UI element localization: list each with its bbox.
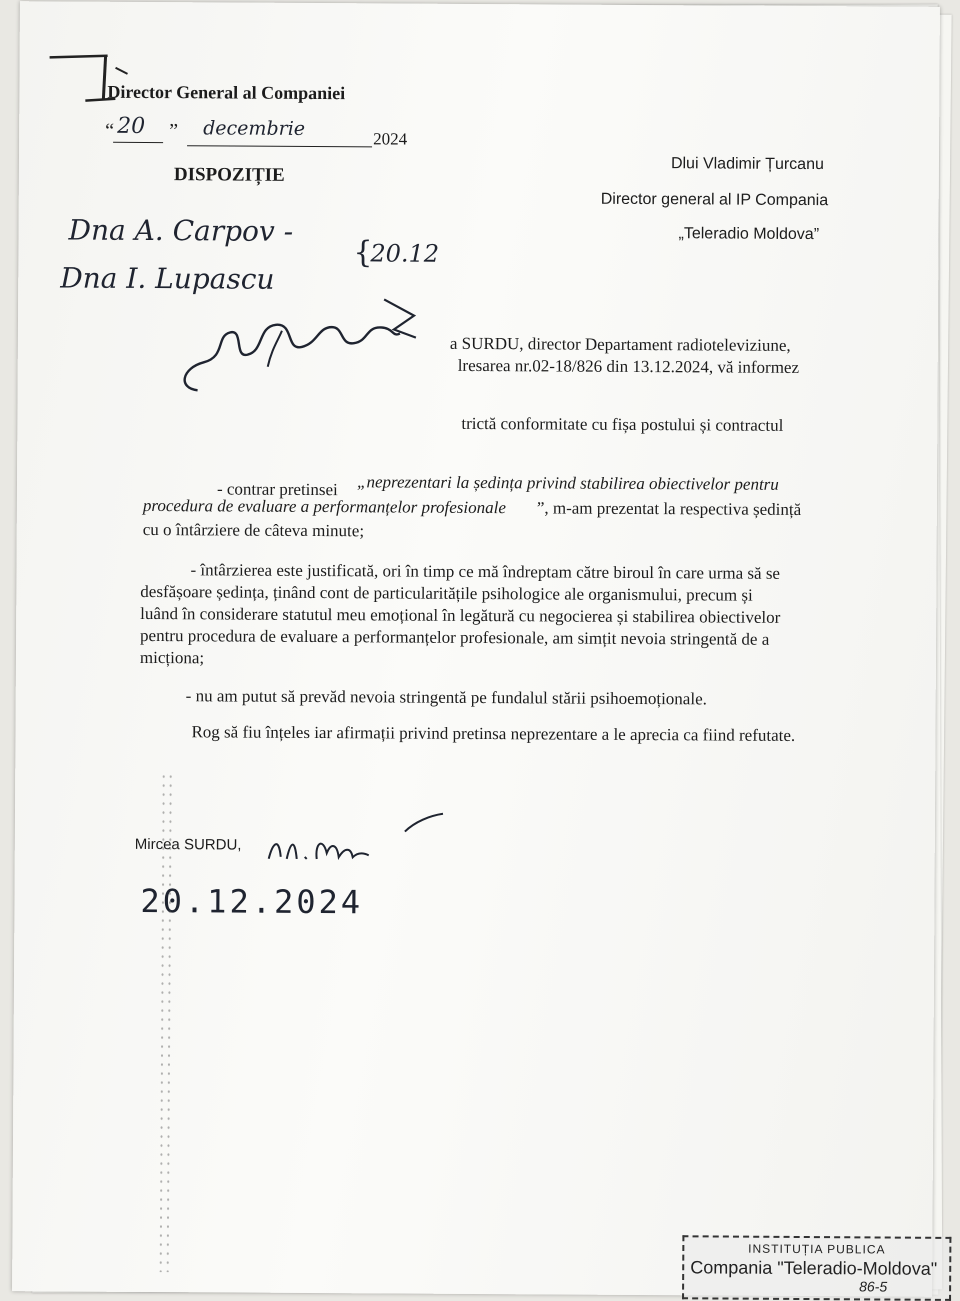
resolution-line-2: Dna I. Lupascu <box>60 261 275 296</box>
registration-stamp <box>682 1235 951 1301</box>
resolution-date: 20.12 <box>370 239 440 268</box>
date-year: 2024 <box>373 129 408 149</box>
p1-intro: - contrar pretinsei <box>216 479 338 500</box>
body-intro-line-1: a SURDU, director Departament radioteleviziune, <box>449 333 791 355</box>
resolution-brace: { <box>353 235 373 271</box>
body-conformity-line: trictă conformitate cu fișa postului și contractul <box>461 413 784 435</box>
p1-final-line: cu o întârziere de câteva minute; <box>142 519 365 541</box>
p3-line: - nu am putut să prevăd nevoia stringentă pe fundalul stării psihoemoționale. <box>185 686 707 709</box>
p1-continuation: ”, m-am prezentat la respectiva ședință <box>536 498 802 519</box>
p2-line-4: pentru procedura de evaluare a performanțelor profesionale, am simțit nevoia stringentă de a <box>140 625 770 649</box>
date-open-quote: “ <box>105 119 115 142</box>
addressee-role: Director general al IP Compania <box>600 190 829 210</box>
addressee-name: Dlui Vladimir Țurcanu <box>670 155 824 174</box>
stamp-line-3: 86-5 <box>859 1278 888 1295</box>
header-title: Director General al Companiei <box>107 81 346 104</box>
date-month: decembrie <box>203 117 306 140</box>
p2-line-2: desfășoare ședința, ținând cont de particularitățile psihologice ale organismului, precum și <box>140 581 753 605</box>
signer-signature <box>265 803 455 874</box>
date-month-underline <box>187 145 372 147</box>
p2-line-3: luând în considerare statutul meu emoțional în legătură cu negocierea și stabilirea obiectivelor <box>140 603 781 627</box>
addressee-org: „Teleradio Moldova” <box>678 225 820 244</box>
p1-quote-line-1: „neprezentari la ședința privind stabilirea obiectivelor pentru <box>356 472 779 494</box>
resolution-line-1: Dna A. Carpov - <box>68 213 294 248</box>
date-day: 20 <box>117 113 146 139</box>
p1-quote-line-2: procedura de evaluare a performanțelor profesionale <box>142 495 506 518</box>
disposition-heading: DISPOZIȚIE <box>173 164 285 186</box>
p4-line: Rog să fiu înțeles iar afirmații privind pretinsa neprezentare a le aprecia ca fiind refutate. <box>191 722 796 745</box>
p2-line-5: micționa; <box>139 647 205 668</box>
director-signature <box>168 292 429 404</box>
date-day-underline <box>113 142 163 143</box>
signer-name: Mircea SURDU, <box>134 835 242 854</box>
p2-line-1: - întârzierea este justificată, ori în timp ce mă îndreptam către biroul în care urma să se <box>190 560 781 583</box>
stamp-line-1: INSTITUȚIA PUBLICA <box>748 1241 886 1257</box>
body-intro-line-2: lresarea nr.02-18/826 din 13.12.2024, vă informez <box>457 355 800 377</box>
scanner-dot-artifact <box>157 772 174 1272</box>
document-page <box>12 1 940 1297</box>
stamp-line-2: Compania "Teleradio-Moldova" <box>690 1257 938 1279</box>
signer-date: 20.12.2024 <box>140 881 364 922</box>
date-close-quote: ” <box>169 120 179 143</box>
